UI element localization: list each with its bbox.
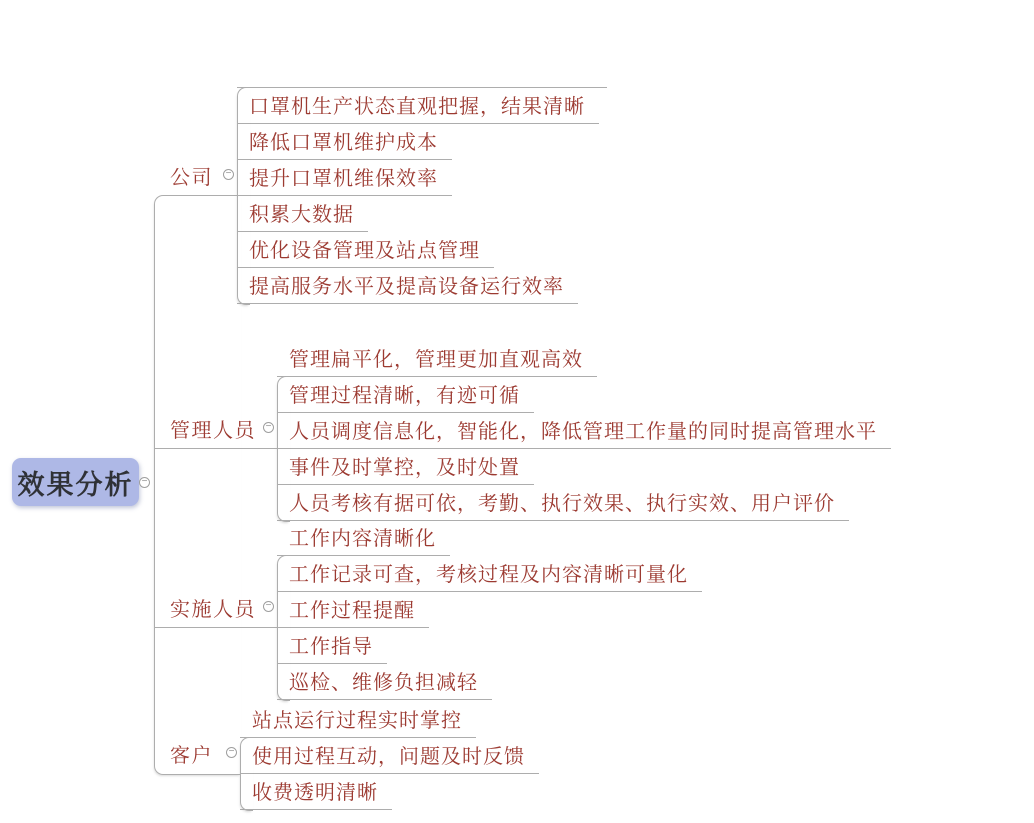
topic-underline — [277, 591, 702, 592]
branch-label[interactable]: 公司 — [170, 167, 213, 189]
child-topic[interactable]: 积累大数据 — [249, 204, 354, 226]
child-topic[interactable]: 管理过程清晰，有迹可循 — [289, 385, 520, 407]
child-topic[interactable]: 管理扁平化，管理更加直观高效 — [289, 349, 583, 371]
child-topic[interactable]: 口罩机生产状态直观把握，结果清晰 — [249, 96, 585, 118]
branch-label[interactable]: 客户 — [170, 745, 213, 767]
child-topic[interactable]: 人员考核有据可依，考勤、执行效果、执行实效、用户评价 — [289, 493, 835, 515]
branch-label[interactable]: 管理人员 — [170, 420, 256, 442]
collapse-icon[interactable]: − — [226, 747, 237, 758]
topic-underline — [237, 195, 452, 196]
branch-underline — [154, 448, 277, 449]
topic-underline — [277, 484, 534, 485]
topic-underline — [237, 303, 578, 304]
child-topic[interactable]: 提高服务水平及提高设备运行效率 — [249, 276, 564, 298]
child-topic[interactable]: 工作过程提醒 — [289, 600, 415, 622]
topic-underline — [237, 231, 368, 232]
topic-underline — [237, 123, 599, 124]
collapse-icon[interactable]: − — [263, 422, 274, 433]
topic-underline — [240, 773, 539, 774]
child-topic[interactable]: 使用过程互动，问题及时反馈 — [252, 746, 525, 768]
topic-underline — [277, 663, 387, 664]
child-topic[interactable]: 工作记录可查，考核过程及内容清晰可量化 — [289, 564, 688, 586]
collapse-icon[interactable]: − — [139, 477, 150, 488]
topic-underline — [237, 159, 452, 160]
child-topic[interactable]: 站点运行过程实时掌控 — [252, 710, 462, 732]
topic-underline — [277, 627, 429, 628]
topic-underline — [277, 412, 534, 413]
child-topic[interactable]: 巡检、维修负担减轻 — [289, 672, 478, 694]
topic-underline — [277, 555, 450, 556]
collapse-icon[interactable]: − — [263, 601, 274, 612]
topic-underline — [240, 737, 476, 738]
topic-underline — [277, 376, 597, 377]
child-topic[interactable]: 人员调度信息化，智能化，降低管理工作量的同时提高管理水平 — [289, 421, 877, 443]
child-topic[interactable]: 工作内容清晰化 — [289, 528, 436, 550]
child-topic[interactable]: 降低口罩机维护成本 — [249, 132, 438, 154]
topic-underline — [277, 520, 849, 521]
topic-underline — [277, 448, 891, 449]
root-topic[interactable]: 效果分析 — [12, 458, 139, 506]
child-topic[interactable]: 工作指导 — [289, 636, 373, 658]
collapse-icon[interactable]: − — [223, 169, 234, 180]
child-topic[interactable]: 事件及时掌控，及时处置 — [289, 457, 520, 479]
topic-underline — [277, 699, 492, 700]
topic-underline — [240, 809, 392, 810]
branch-label[interactable]: 实施人员 — [170, 599, 256, 621]
topic-underline — [237, 267, 494, 268]
branch-underline — [154, 627, 277, 628]
child-topic[interactable]: 优化设备管理及站点管理 — [249, 240, 480, 262]
trunk-connector-line — [154, 195, 241, 775]
child-topic[interactable]: 提升口罩机维保效率 — [249, 168, 438, 190]
group-cap-line — [237, 87, 607, 88]
child-topic[interactable]: 收费透明清晰 — [252, 782, 378, 804]
